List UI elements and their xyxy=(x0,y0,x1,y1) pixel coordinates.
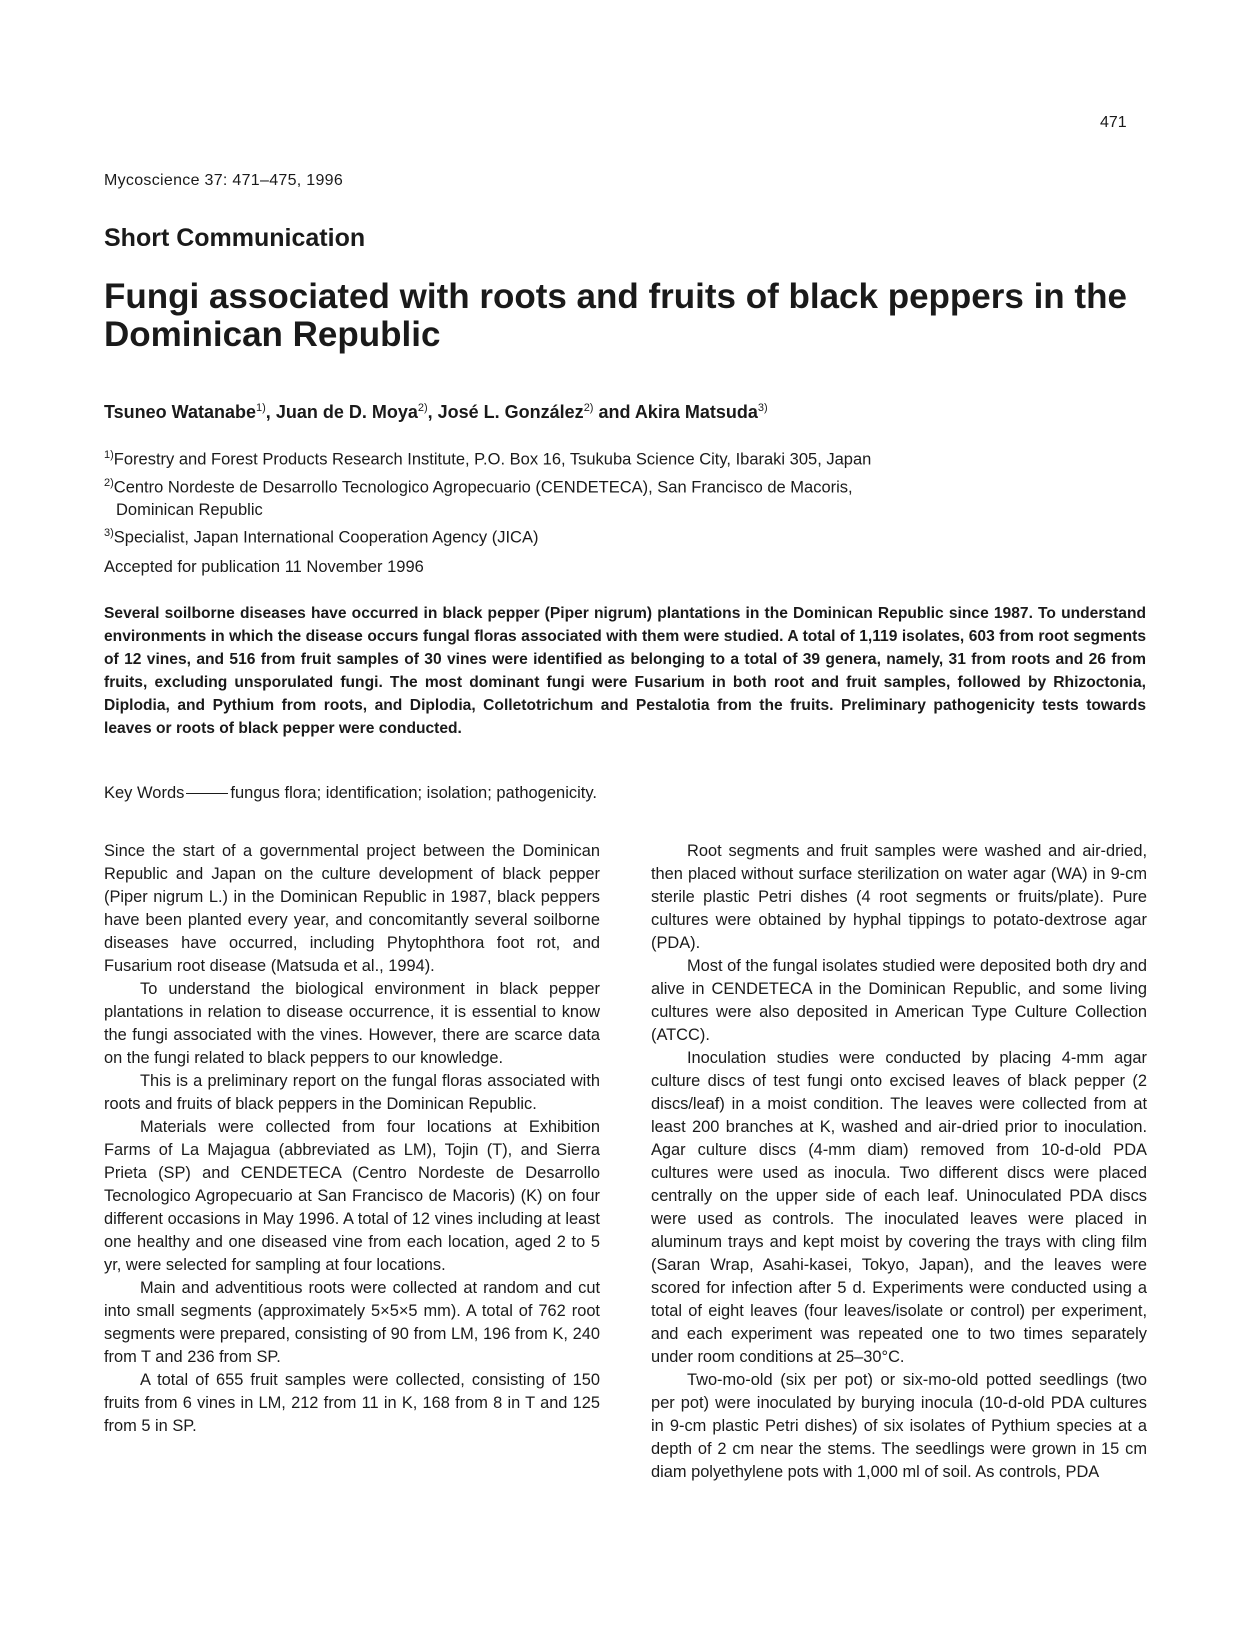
author-separator: , xyxy=(265,402,276,422)
author-affil-mark: 3) xyxy=(757,402,768,414)
author: Juan de D. Moya xyxy=(275,402,418,422)
author-separator: and xyxy=(593,402,635,422)
body-paragraph: To understand the biological environment in black pepper plantations in relation to disease occurrence, it is essential to know the fungi associated with the vines. However, there are scarce data on the fungi related to black peppers to our knowledge. xyxy=(104,980,600,1067)
affiliation xyxy=(104,444,871,472)
author-separator: , xyxy=(427,402,438,422)
author-affil-mark: 2) xyxy=(583,402,594,414)
body-paragraph: This is a preliminary report on the fungal floras associated with roots and fruits of black peppers in the Dominican Republic. xyxy=(104,1072,600,1113)
body-column-right xyxy=(651,840,1147,1484)
abstract: Several soilborne diseases have occurred in black pepper (Piper nigrum) plantations in the Dominican Republic since 1987. To understand environments in which the disease occurs fungal floras associated with them were studied. A total of 1,119 isolates, 603 from root segments of 12 vines, and 516 from fruit samples of 30 vines were identified as belonging to a total of 39 genera, namely, 31 from roots and 26 from fruits, excluding unsporulated fungi. The most dominant fungi were Fusarium in both root and fruit samples, followed by Rhizoctonia, Diplodia, and Pythium from roots, and Diplodia, Colletotrichum and Pestalotia from the fruits. Preliminary pathogenicity tests towards leaves or roots of black pepper were conducted. xyxy=(104,605,1146,737)
page-number: 471 xyxy=(1100,114,1127,131)
body-paragraph: Most of the fungal isolates studied were deposited both dry and alive in CENDETECA in the Dominican Republic, and some living cultures were also deposited in American Type Culture Collection (ATCC). xyxy=(651,957,1147,1044)
body-paragraph: Inoculation studies were conducted by placing 4-mm agar culture discs of test fungi onto excised leaves of black pepper (2 discs/leaf) in a moist condition. The leaves were collected from at least 200 branches at K, washed and air-dried prior to inoculation. Agar culture discs (4-mm diam) removed from 10-d-old PDA cultures were used as inocula. Two different discs were placed centrally on the upper side of each leaf. Uninoculated PDA discs were used as controls. The inoculated leaves were placed in aluminum trays and kept moist by covering the trays with cling film (Saran Wrap, Asahi-kasei, Tokyo, Japan), and the leaves were scored for infection after 5 d. Experiments were conducted using a total of eight leaves (four leaves/isolate or control) per experiment, and each experiment was repeated one to two times separately under room conditions at 25–30°C. xyxy=(651,1049,1147,1366)
body-paragraph: A total of 655 fruit samples were collected, consisting of 150 fruits from 6 vines in LM, 212 from 11 in K, 168 from 8 in T and 125 from 5 in SP. xyxy=(104,1371,600,1435)
affiliation-text: Centro Nordeste de Desarrollo Tecnologico Agropecuario (CENDETECA), San Francisco de Macoris, xyxy=(113,478,853,496)
author-list xyxy=(104,402,768,423)
affiliation-list xyxy=(104,444,871,550)
body-column-left xyxy=(104,840,600,1438)
body-paragraph: Two-mo-old (six per pot) or six-mo-old potted seedlings (two per pot) were inoculated by burying inocula (10-d-old PDA cultures in 9-cm plastic Petri dishes) of six isolates of Pythium species at a depth of 2 cm near the stems. The seedlings were grown in 15 cm diam polyethylene pots with 1,000 ml of soil. As controls, PDA xyxy=(651,1371,1147,1481)
affiliation-mark: 1) xyxy=(104,449,114,461)
author: Akira Matsuda xyxy=(634,402,758,422)
author-affil-mark: 1) xyxy=(256,402,266,414)
author: Tsuneo Watanabe xyxy=(104,402,257,422)
section-label: Short Communication xyxy=(104,224,366,252)
paper-title: Fungi associated with roots and fruits of black peppers in the Dominican Republic xyxy=(104,277,1127,354)
accepted-date: Accepted for publication 11 November 1996 xyxy=(104,558,424,576)
affiliation-text-cont: Dominican Republic xyxy=(116,501,263,519)
affiliation-text: Forestry and Forest Products Research Institute, P.O. Box 16, Tsukuba Science City, Ibaraki 305, Japan xyxy=(113,450,872,469)
body-paragraph: Materials were collected from four locations at Exhibition Farms of La Majagua (abbreviated as LM), Tojin (T), and Sierra Prieta (SP) and CENDETECA (Centro Nordeste de Desarrollo Tecnologico Agropecuario at San Francisco de Macoris) (K) on four different occasions in May 1996. A total of 12 vines including at least one healthy and one diseased vine from each location, aged 2 to 5 yr, were selected for sampling at four locations. xyxy=(104,1118,600,1274)
author-affil-mark: 2) xyxy=(417,402,428,414)
keywords-dash xyxy=(186,793,228,794)
author: José L. González xyxy=(437,402,584,422)
body-paragraph: Root segments and fruit samples were washed and air-dried, then placed without surface sterilization on water agar (WA) in 9-cm sterile plastic Petri dishes (4 root segments or fruits/plate). Pure cultures were obtained by hyphal tippings to potato-dextrose agar (PDA). xyxy=(651,842,1147,952)
affiliation-mark: 2) xyxy=(104,476,114,489)
affiliation-text: Specialist, Japan International Cooperation Agency (JICA) xyxy=(113,528,539,547)
body-paragraph: Since the start of a governmental project between the Dominican Republic and Japan on the culture development of black pepper (Piper nigrum L.) in the Dominican Republic in 1987, black peppers have been planted every year, and concomitantly several soilborne diseases have occurred, including Phytophthora foot rot, and Fusarium root disease (Matsuda et al., 1994). xyxy=(104,842,600,975)
journal-citation: Mycoscience 37: 471–475, 1996 xyxy=(104,172,344,189)
affiliation xyxy=(104,472,871,523)
keywords xyxy=(104,784,597,803)
affiliation-mark: 3) xyxy=(104,527,114,539)
affiliation xyxy=(104,522,871,550)
keywords-text: fungus flora; identification; isolation; pathogenicity. xyxy=(230,784,597,802)
keywords-label: Key Words xyxy=(104,784,185,802)
body-paragraph: Main and adventitious roots were collected at random and cut into small segments (approximately 5×5×5 mm). A total of 762 root segments were prepared, consisting of 90 from LM, 196 from K, 240 from T and 236 from SP. xyxy=(104,1279,600,1366)
